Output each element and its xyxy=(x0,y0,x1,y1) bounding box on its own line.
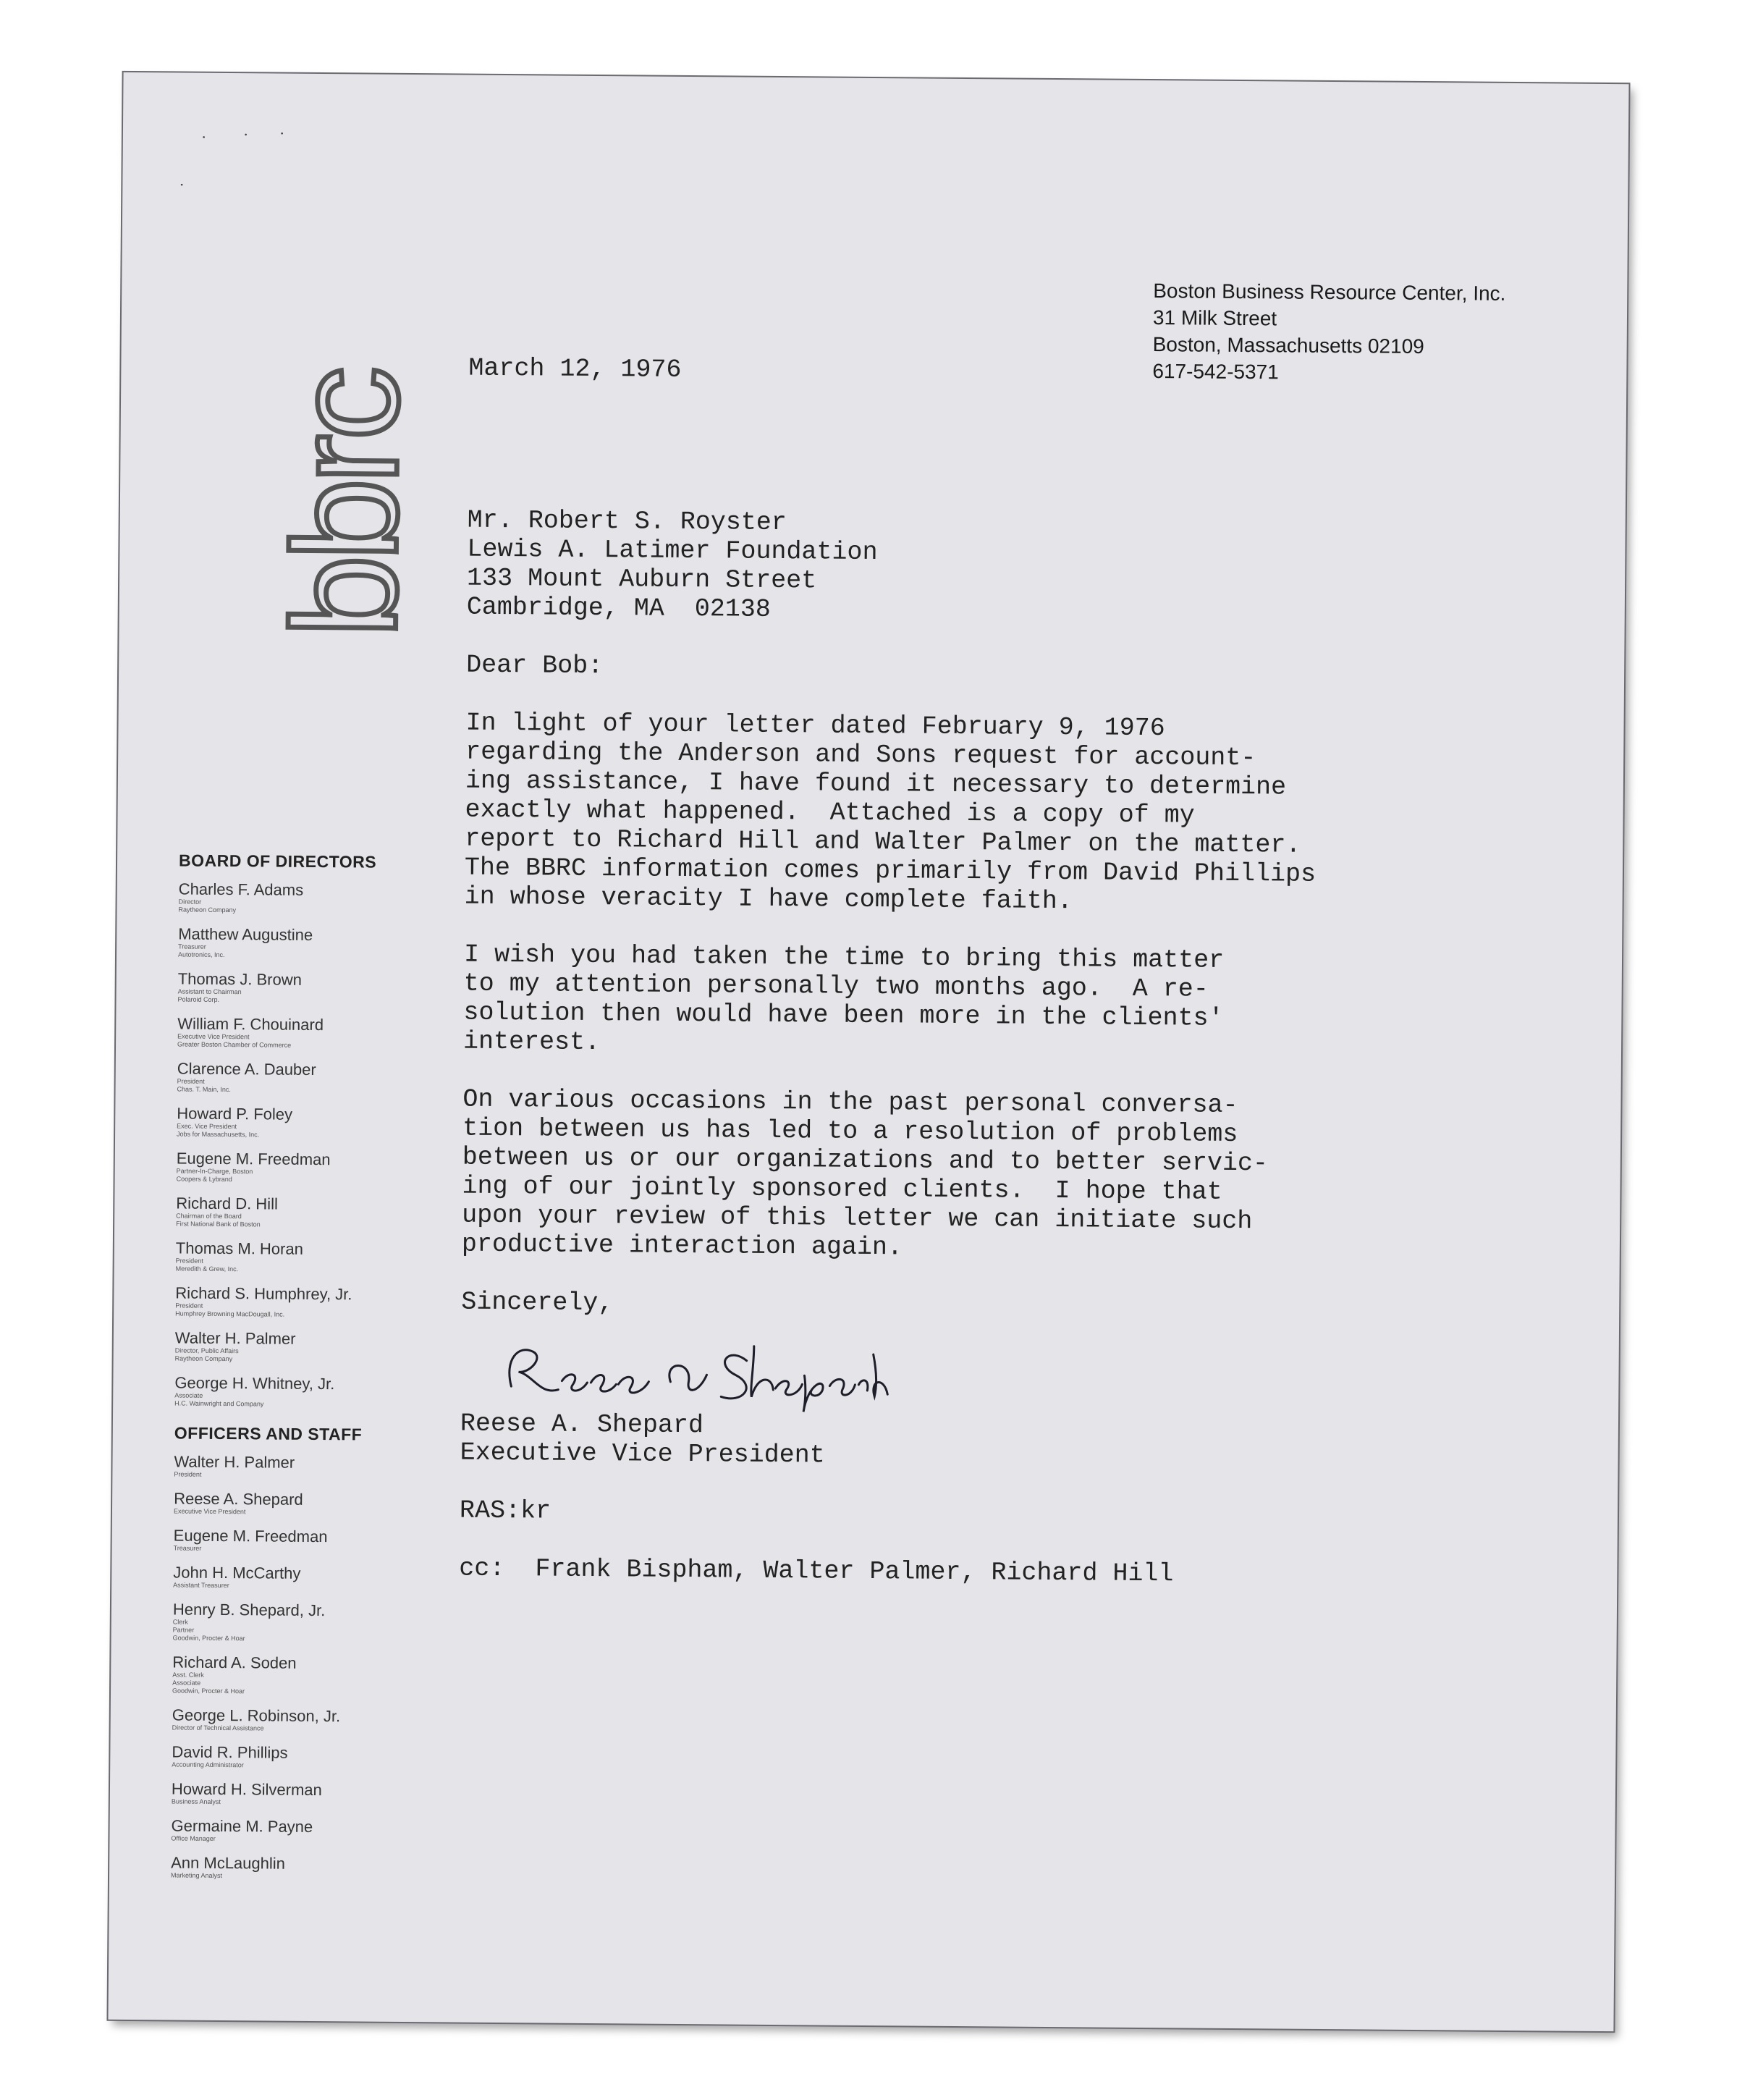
person-entry xyxy=(177,971,416,1006)
bbrc-logo-graphic xyxy=(261,320,447,690)
person-title: Associate xyxy=(172,1679,201,1687)
person-name: George L. Robinson, Jr. xyxy=(172,1705,341,1726)
person-name: Thomas M. Horan xyxy=(175,1239,303,1258)
person-entry xyxy=(171,1817,410,1844)
person-title: Meredith & Grew, Inc. xyxy=(175,1265,239,1273)
person-name: Germaine M. Payne xyxy=(171,1816,313,1837)
person-title: Treasurer xyxy=(178,943,206,950)
person-entry xyxy=(171,1854,410,1881)
person-entry xyxy=(176,1239,415,1275)
body-line: in whose veracity I have complete faith. xyxy=(464,882,1073,916)
person-title: First National Bank of Boston xyxy=(176,1220,261,1228)
person-entry xyxy=(173,1564,412,1591)
person-title: President xyxy=(174,1470,202,1478)
person-name: George H. Whitney, Jr. xyxy=(174,1373,335,1393)
person-entry xyxy=(178,881,417,916)
person-title: Chas. T. Main, Inc. xyxy=(177,1085,231,1094)
salutation: Dear Bob: xyxy=(466,650,604,681)
org-street: 31 Milk Street xyxy=(1152,306,1277,330)
person-title: Raytheon Company xyxy=(174,1354,233,1363)
person-name: Henry B. Shepard, Jr. xyxy=(172,1600,326,1620)
person-entry xyxy=(177,1016,416,1051)
letter-sheet: • • • • bbrc Boston Business Resource Center, Inc. 31 Milk Street Boston, Massachusetts 02109 617-542-5371 March 12, 1976 Mr. Robert S. Royster Lewis A. Latimer Foundation 133 Mount Auburn Street Cambridge, MA 02138 Dear Bob: In light of your letter dated February 9, 1976 regarding the Anderson and Sons request for account- ing assistance, I have found it necessary to determine exactly what happened. Attached is a copy of my report to Richard Hill and Walter Palmer on the matter. The BBRC information comes primarily from David Phillips in whose veracity I have complete faith. I wish you had taken the time to bring this matter to my attention personally two months ago. A re- solution then would have been more in the clients' interest. On various occasions in the past personal conversa- tion between us has led to a resolution of problems between us or our organizations and to better servic- ing of our jointly sponsored clients. I hope that upon your review of this letter we can initiate such productive interaction again. Sincerely, Reese A. Shepard Executive Vice President RAS:kr cc: Frank Bispham, Walter Palmer, Richard Hill BOARD OF DIRECTORS Charles F. Adams Director Raytheon Company Matthew Augustine Treasurer Autotronics, Inc. Thomas J. Brown Assistant to Chairman Polaroid Corp. William F. Chouinard Executive Vice President Greater Boston Chamber of Commerce Clarence A. Dauber President Chas. T. Main, Inc. Howard P. Foley Exec. Vice President Jobs for Massachusetts, Inc. Eugene M. Freedman Partner-In-Charge, Boston Coopers & Lybrand Richard D. Hill Chairman of the Board First National Bank of Boston Thomas M. Horan President Meredith & Grew, Inc. Richard S. Humphrey, Jr. President Humphrey Browning MacDougall, Inc. Walter H. Palmer Director, Public Affairs Raytheon Company George H. Whitney, Jr. Associate H.C. Wainwright and Company OFFICERS AND STAFF Walter H. Palmer President Reese A. Shepard Executive Vice President Eugene M. Freedman Treasurer John H. McCarthy Assistant Treasurer Henry B. Shepard, Jr. Clerk Partner Goodwin, Procter & Hoar Richard A. Soden Asst. Clerk Associate Goodwin, Procter & Hoar George L. Robinson, Jr. Director of Technical Assistance David R. Phillips Accounting Administrator Howard H. Silverman Business Analyst Germaine M. Payne Office Manager Ann McLaughlin Marketing Analyst xyxy=(108,72,1628,2031)
person-title: Director, Public Affairs xyxy=(174,1346,239,1355)
body-line: report to Richard Hill and Walter Palmer on the matter. xyxy=(465,824,1301,860)
person-entry xyxy=(174,1527,413,1554)
person-title: Office Manager xyxy=(171,1834,216,1842)
body-line: tion between us has led to a resolution of problems xyxy=(462,1113,1238,1150)
person-entry xyxy=(177,1150,415,1185)
person-name: David R. Phillips xyxy=(172,1742,288,1762)
person-title: Greater Boston Chamber of Commerce xyxy=(177,1040,292,1049)
recipient-line: Cambridge, MA 02138 xyxy=(466,592,772,624)
person-entry xyxy=(177,1060,416,1095)
recipient-line: 133 Mount Auburn Street xyxy=(466,563,817,596)
person-name: Howard H. Silverman xyxy=(171,1779,322,1800)
paragraph-2 xyxy=(463,940,1315,1063)
body-line: ing assistance, I have found it necessary to determine xyxy=(465,766,1287,802)
person-name: Matthew Augustine xyxy=(178,924,313,944)
person-name: William F. Chouinard xyxy=(177,1014,324,1034)
person-entry xyxy=(174,1374,413,1409)
body-line: solution then would have been more in the clients' xyxy=(463,998,1224,1033)
person-title: Assistant Treasurer xyxy=(173,1581,229,1590)
recipient-line: Lewis A. Latimer Foundation xyxy=(467,534,878,568)
person-title: Autotronics, Inc. xyxy=(177,950,225,959)
person-title: Humphrey Browning MacDougall, Inc. xyxy=(175,1310,285,1318)
body-line: In light of your letter dated February 9, 1976 xyxy=(465,708,1165,743)
person-name: Eugene M. Freedman xyxy=(176,1149,331,1169)
org-name: Boston Business Resource Center, Inc. xyxy=(1153,279,1506,305)
person-title: Accounting Administrator xyxy=(172,1760,244,1769)
person-entry xyxy=(175,1284,414,1320)
person-title: Assistant to Chairman xyxy=(177,987,242,996)
person-title: Director of Technical Assistance xyxy=(172,1724,264,1732)
body-line: exactly what happened. Attached is a copy of my xyxy=(465,795,1195,830)
person-title: President xyxy=(175,1257,203,1265)
person-name: Eugene M. Freedman xyxy=(173,1526,328,1546)
person-entry xyxy=(174,1453,413,1480)
signer-title: Executive Vice President xyxy=(460,1438,825,1470)
person-title: Polaroid Corp. xyxy=(177,995,220,1003)
person-name: Ann McLaughlin xyxy=(171,1853,286,1873)
body-line: ing of our jointly sponsored clients. I hope that xyxy=(462,1171,1222,1207)
body-line: On various occasions in the past personal conversa- xyxy=(462,1084,1238,1121)
person-entry xyxy=(172,1653,411,1697)
person-name: Walter H. Palmer xyxy=(174,1328,296,1348)
directors-sidebar xyxy=(171,851,418,1894)
person-name: Walter H. Palmer xyxy=(174,1452,295,1472)
person-title: Executive Vice President xyxy=(173,1507,246,1516)
recipient-line: Mr. Robert S. Royster xyxy=(467,505,787,538)
person-name: Richard A. Soden xyxy=(172,1653,297,1672)
person-entry xyxy=(173,1601,412,1644)
person-title: Treasurer xyxy=(173,1544,202,1552)
closing: Sincerely, xyxy=(461,1287,614,1318)
org-phone: 617-542-5371 xyxy=(1152,360,1279,384)
person-title: H.C. Wainwright and Company xyxy=(174,1399,264,1408)
person-title: Asst. Clerk xyxy=(172,1671,204,1679)
carbon-copy: cc: Frank Bispham, Walter Palmer, Richard Hill xyxy=(459,1553,1174,1589)
person-title: President xyxy=(177,1077,205,1085)
person-entry xyxy=(176,1194,415,1230)
person-entry xyxy=(172,1706,411,1734)
person-entry xyxy=(172,1780,410,1808)
recipient-block xyxy=(467,506,1319,628)
person-title: Exec. Vice President xyxy=(177,1122,237,1131)
letter-body xyxy=(459,354,1320,1590)
person-name: Richard D. Hill xyxy=(176,1194,279,1213)
body-line: The BBRC information comes primarily from David Phillips xyxy=(464,853,1317,889)
person-title: Raytheon Company xyxy=(178,906,237,914)
typist-initials: RAS:kr xyxy=(459,1496,551,1526)
person-entry xyxy=(177,1105,415,1140)
handwritten-signature xyxy=(489,1330,895,1412)
letter-date: March 12, 1976 xyxy=(468,353,682,384)
person-name: Howard P. Foley xyxy=(177,1104,293,1123)
person-entry xyxy=(175,1329,414,1365)
person-title: Clerk xyxy=(172,1618,188,1626)
board-list xyxy=(174,881,418,1410)
officers-list xyxy=(171,1453,413,1881)
person-name: John H. McCarthy xyxy=(173,1563,301,1582)
person-title: Chairman of the Board xyxy=(176,1212,242,1220)
person-title: Director xyxy=(178,898,202,906)
person-title: Goodwin, Procter & Hoar xyxy=(172,1634,245,1643)
body-line: interest. xyxy=(462,1026,601,1058)
person-title: Partner xyxy=(172,1626,195,1634)
person-title: Business Analyst xyxy=(171,1797,221,1806)
bbrc-logo xyxy=(261,320,447,690)
body-line: to my attention personally two months ago. A re- xyxy=(463,969,1209,1004)
person-title: Goodwin, Procter & Hoar xyxy=(172,1687,245,1695)
paragraph-3 xyxy=(462,1085,1314,1265)
person-title: Marketing Analyst xyxy=(170,1871,223,1880)
person-name: Richard S. Humphrey, Jr. xyxy=(175,1283,352,1304)
person-entry xyxy=(178,926,417,961)
body-line: productive interaction again. xyxy=(461,1229,903,1262)
signer-name: Reese A. Shepard xyxy=(460,1409,704,1441)
person-name: Clarence A. Dauber xyxy=(177,1059,316,1079)
person-title: Partner-In-Charge, Boston xyxy=(176,1167,253,1176)
person-name: Reese A. Shepard xyxy=(174,1489,303,1509)
person-title: Coopers & Lybrand xyxy=(176,1175,232,1184)
person-title: Executive Vice President xyxy=(177,1032,250,1041)
person-entry xyxy=(174,1490,413,1517)
person-entry xyxy=(172,1743,410,1771)
person-title: President xyxy=(175,1302,203,1310)
board-heading: BOARD OF DIRECTORS xyxy=(178,851,377,872)
paragraph-1 xyxy=(465,709,1317,918)
person-title: Jobs for Massachusetts, Inc. xyxy=(177,1130,260,1139)
person-name: Thomas J. Brown xyxy=(177,969,303,989)
person-name: Charles F. Adams xyxy=(178,880,304,899)
body-line: I wish you had taken the time to bring this matter xyxy=(463,940,1225,975)
person-title: Associate xyxy=(174,1391,203,1399)
body-line: between us or our organizations and to better servic- xyxy=(462,1142,1269,1178)
body-line: regarding the Anderson and Sons request for account- xyxy=(465,737,1256,773)
officers-heading: OFFICERS AND STAFF xyxy=(174,1423,363,1444)
org-city: Boston, Massachusetts 02109 xyxy=(1152,333,1424,358)
logo-text: bbrc xyxy=(261,371,430,638)
body-line: upon your review of this letter we can initiate such xyxy=(462,1200,1253,1236)
